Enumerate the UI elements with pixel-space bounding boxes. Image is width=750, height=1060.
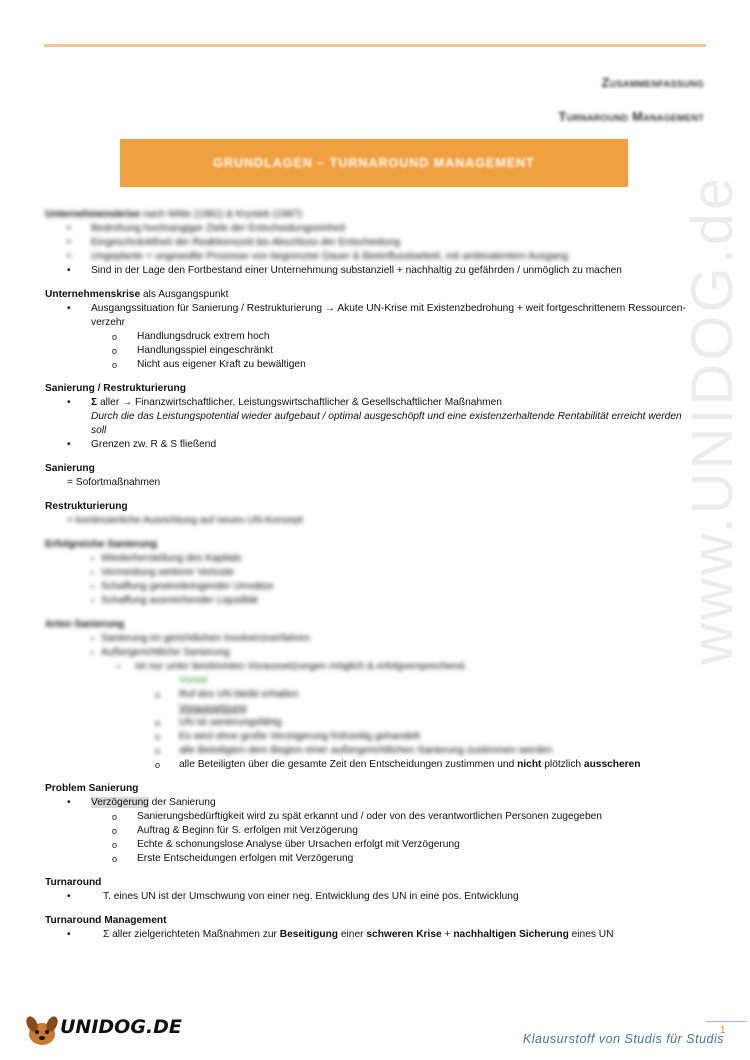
dog-mascot-icon bbox=[22, 1012, 62, 1048]
list-item: • Ungeplante + ungewollte Prozesse von begrenzter Dauer & Beeinflussbarkeit, mit ambivalentem Ausgang bbox=[45, 250, 710, 264]
sub-list-item: o Handlungsdruck extrem hoch bbox=[45, 330, 710, 344]
top-rule bbox=[44, 44, 706, 47]
section-title: Arten Sanierung bbox=[45, 619, 125, 630]
voraussetzung-item: o alle Beteiligten über die gesamte Zeit den Entscheidungen zustimmen und nicht plötzlich ausscheren bbox=[45, 758, 710, 772]
section-unternehmenskrise-ausgangspunkt bbox=[45, 288, 710, 372]
definition-line: = kontinuierliche Ausrichtung auf neues UN-Konzept bbox=[67, 515, 303, 526]
list-item: ▪ Schaffung gewinnbringender Umsätze bbox=[45, 580, 710, 594]
header-document-type: Zusammenfassung bbox=[601, 75, 704, 90]
list-item: • Sind in der Lage den Fortbestand einer Unternehmung substanziell + nachhaltig zu gefährden / unmöglich zu machen bbox=[45, 264, 710, 278]
list-item: ▪ Schaffung ausreichender Liquidität bbox=[45, 594, 710, 608]
list-item: ▪ Vermeidung weiterer Verluste bbox=[45, 566, 710, 580]
list-item: • Grenzen zw. R & S fließend bbox=[45, 438, 710, 452]
list-item: • Bedrohung hochrangiger Ziele der Entscheidungseinheit bbox=[45, 222, 710, 236]
list-item-continuation: verzehr bbox=[91, 317, 125, 328]
section-title: Erfolgreiche Sanierung bbox=[45, 539, 158, 550]
watermark: www.UNIDOG.de bbox=[680, 174, 745, 665]
section-erfolgreiche-sanierung bbox=[45, 538, 710, 608]
section-title: Restrukturierung bbox=[45, 501, 128, 512]
section-sanierung bbox=[45, 462, 710, 490]
voraussetzung-item: o UN ist sanierungsfähig bbox=[45, 716, 710, 730]
voraussetzung-label: Voraussetzung bbox=[179, 703, 247, 714]
section-title: Sanierung bbox=[45, 463, 95, 474]
section-title: Turnaround bbox=[45, 877, 102, 888]
sub-list-item: o Auftrag & Beginn für S. erfolgen mit Verzögerung bbox=[45, 824, 710, 838]
list-item: ▪ Außergerichtliche Sanierung bbox=[45, 646, 710, 660]
section-unternehmenskrise-definition bbox=[45, 208, 710, 278]
list-item: ▪ Wiederherstellung des Kapitals bbox=[45, 552, 710, 566]
section-restrukturierung bbox=[45, 500, 710, 528]
list-item: • Σ aller → Finanzwirtschaftlicher, Leistungswirtschaftlicher & Gesellschaftlicher Maßnahmen bbox=[45, 396, 710, 410]
list-item-italic: Durch die das Leistungspotential wieder aufgebaut / optimal ausgeschöpft und eine existenzerhaltende Rentabilität erreicht werden bbox=[91, 411, 682, 422]
vorteil-label: Vorteil bbox=[179, 675, 208, 686]
section-title: Sanierung / Restrukturierung bbox=[45, 383, 186, 394]
section-title: Unternehmenskrise nach Witte (1981) & Krystek (1987) bbox=[45, 209, 303, 220]
footer-rule bbox=[706, 1021, 746, 1022]
list-item: • Σ aller zielgerichteten Maßnahmen zur Beseitigung einer schweren Krise + nachhaltigen Sicherung eines UN bbox=[45, 928, 710, 942]
page-number: 1 bbox=[720, 1025, 726, 1036]
vorteil-item: o Ruf des UN bleibt erhalten bbox=[45, 688, 710, 702]
unidog-logo bbox=[22, 1012, 182, 1048]
list-item: • Verzögerung der Sanierung bbox=[45, 796, 710, 810]
list-item-italic-continuation: soll bbox=[91, 425, 107, 436]
section-turnaround bbox=[45, 876, 710, 904]
chapter-banner bbox=[120, 139, 628, 187]
sub-list-item: o Echte & schonungslose Analyse über Ursachen erfolgt mit Verzögerung bbox=[45, 838, 710, 852]
sub-list-item: o Erste Entscheidungen erfolgen mit Verzögerung bbox=[45, 852, 710, 866]
header-document-title: Turnaround Management bbox=[558, 109, 704, 124]
sub-list-item: o Handlungsspiel eingeschränkt bbox=[45, 344, 710, 358]
chapter-banner-text: GRUNDLAGEN – TURNAROUND MANAGEMENT bbox=[213, 156, 535, 170]
list-item: • T. eines UN ist der Umschwung von einer neg. Entwicklung des UN in eine pos. Entwicklung bbox=[45, 890, 710, 904]
logo-text: UNIDOG.DE bbox=[60, 1016, 182, 1038]
sub-list-item: ▪ Ist nur unter bestimmten Voraussetzungen möglich & erfolgversprechend. bbox=[45, 660, 710, 674]
section-title: Unternehmenskrise als Ausgangspunkt bbox=[45, 289, 229, 300]
voraussetzung-item: o alle Beteiligten dem Beginn einer außergerichtlichen Sanierung zustimmen werden bbox=[45, 744, 710, 758]
list-item: ▪ Sanierung im gerichtlichen Insolvenzverfahren bbox=[45, 632, 710, 646]
section-sanierung-restrukturierung bbox=[45, 382, 710, 452]
sub-list-item: o Sanierungsbedürftigkeit wird zu spät erkannt und / oder von des verantwortlichen Personen zugegeben bbox=[45, 810, 710, 824]
section-turnaround-management bbox=[45, 914, 710, 942]
section-arten-sanierung bbox=[45, 618, 710, 772]
footer-tagline: Klausurstoff von Studis für Studis bbox=[522, 1032, 724, 1046]
section-title: Turnaround Management bbox=[45, 915, 167, 926]
definition-line: = Sofortmaßnahmen bbox=[67, 477, 161, 488]
sub-list-item: o Nicht aus eigener Kraft zu bewältigen bbox=[45, 358, 710, 372]
list-item: • Ausgangssituation für Sanierung / Restrukturierung → Akute UN-Krise mit Existenzbedrohung + weit fortgeschrittenem Ressourcen- bbox=[45, 302, 710, 316]
highlighted-term: Verzögerung bbox=[91, 797, 149, 808]
document-body bbox=[45, 208, 710, 942]
section-problem-sanierung bbox=[45, 782, 710, 866]
section-title: Problem Sanierung bbox=[45, 783, 139, 794]
list-item: • Eingeschränktheit der Reaktionszeit bis Abschluss der Entscheidung bbox=[45, 236, 710, 250]
voraussetzung-item: o Es wird ohne große Verzögerung frühzeitig gehandelt bbox=[45, 730, 710, 744]
